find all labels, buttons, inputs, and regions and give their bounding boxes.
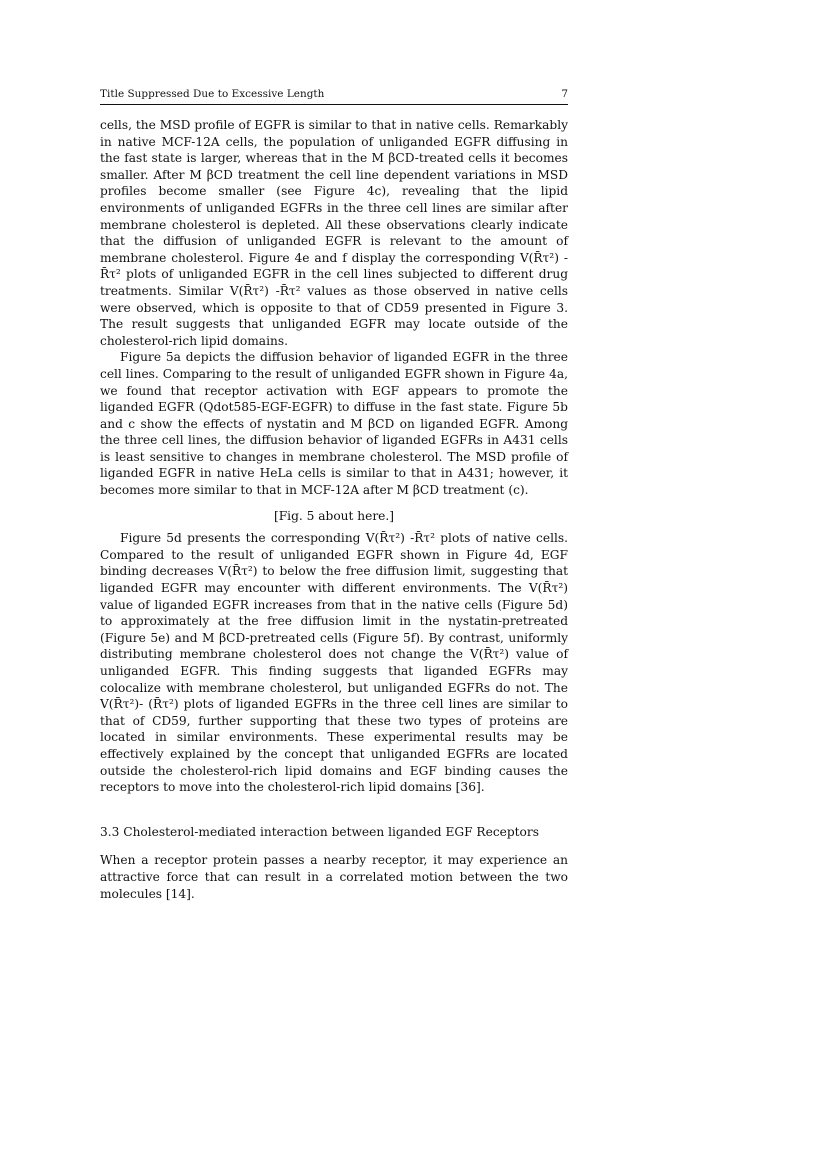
page — [100, 88, 568, 902]
paragraph-1: cells, the MSD profile of EGFR is similar to that in native cells. Remarkably in native MCF-12A cells, the population of unliganded EGFR diffusing in the fast state is larger, whereas that in the M βCD-treated cells it becomes smaller. After M βCD treatment the cell line dependent variations in MSD profiles become smaller (see Figure 4c), revealing that the lipid environments of unliganded EGFRs in the three cell lines are similar after membrane cholesterol is depleted. All these observations clearly indicate that the diffusion of unliganded EGFR is relevant to the amount of membrane cholesterol. Figure 4e and f display the corresponding V(R̄τ²) -R̄τ² plots of unliganded EGFR in the cell lines subjected to different drug treatments. Similar V(R̄τ²) -R̄τ² values as those observed in native cells were observed, which is opposite to that of CD59 presented in Figure 3. The result suggests that unliganded EGFR may locate outside of the cholesterol-rich lipid domains. — [100, 118, 568, 348]
figure-placeholder: [Fig. 5 about here.] — [273, 508, 395, 523]
section-heading: 3.3 Cholesterol-mediated interaction between liganded EGF Receptors — [100, 824, 539, 839]
running-header — [100, 88, 568, 105]
page-number: 7 — [561, 88, 568, 100]
paragraph-3: Figure 5d presents the corresponding V(R̄τ²) -R̄τ² plots of native cells. Compared to the result of unliganded EGFR shown in Figure 4d, EGF binding decreases V(R̄τ²) to below the free diffusion limit, suggesting that liganded EGFR may encounter with different environments. The V(R̄τ²) value of liganded EGFR increases from that in the native cells (Figure 5d) to approximately at the free diffusion limit in the nystatin-pretreated (Figure 5e) and M βCD-pretreated cells (Figure 5f). By contrast, uniformly distributing membrane cholesterol does not change the V(R̄τ²) value of unliganded EGFR. This finding suggests that liganded EGFRs may colocalize with membrane cholesterol, but unliganded EGFRs do not. The V(R̄τ²)- (R̄τ²) plots of liganded EGFRs in the three cell lines are similar to that of CD59, further supporting that these two types of proteins are located in similar environments. These experimental results may be effectively explained by the concept that unliganded EGFRs are located outside the cholesterol-rich lipid domains and EGF binding causes the receptors to move into the cholesterol-rich lipid domains [36]. — [100, 531, 568, 795]
paragraph-2: Figure 5a depicts the diffusion behavior of liganded EGFR in the three cell lines. Comparing to the result of unliganded EGFR shown in Figure 4a, we found that receptor activation with EGF appears to promote the liganded EGFR (Qdot585-EGF-EGFR) to diffuse in the fast state. Figure 5b and c show the effects of nystatin and M βCD on liganded EGFR. Among the three cell lines, the diffusion behavior of liganded EGFRs in A431 cells is least sensitive to changes in membrane cholesterol. The MSD profile of liganded EGFR in native HeLa cells is similar to that in A431; however, it becomes more similar to that in MCF-12A after M βCD treatment (c). — [100, 350, 568, 498]
main-text — [100, 117, 568, 902]
section-paragraph: When a receptor protein passes a nearby receptor, it may experience an attractive force that can result in a correlated motion between the two molecules [14]. — [100, 853, 568, 901]
running-title: Title Suppressed Due to Excessive Length — [100, 88, 325, 100]
